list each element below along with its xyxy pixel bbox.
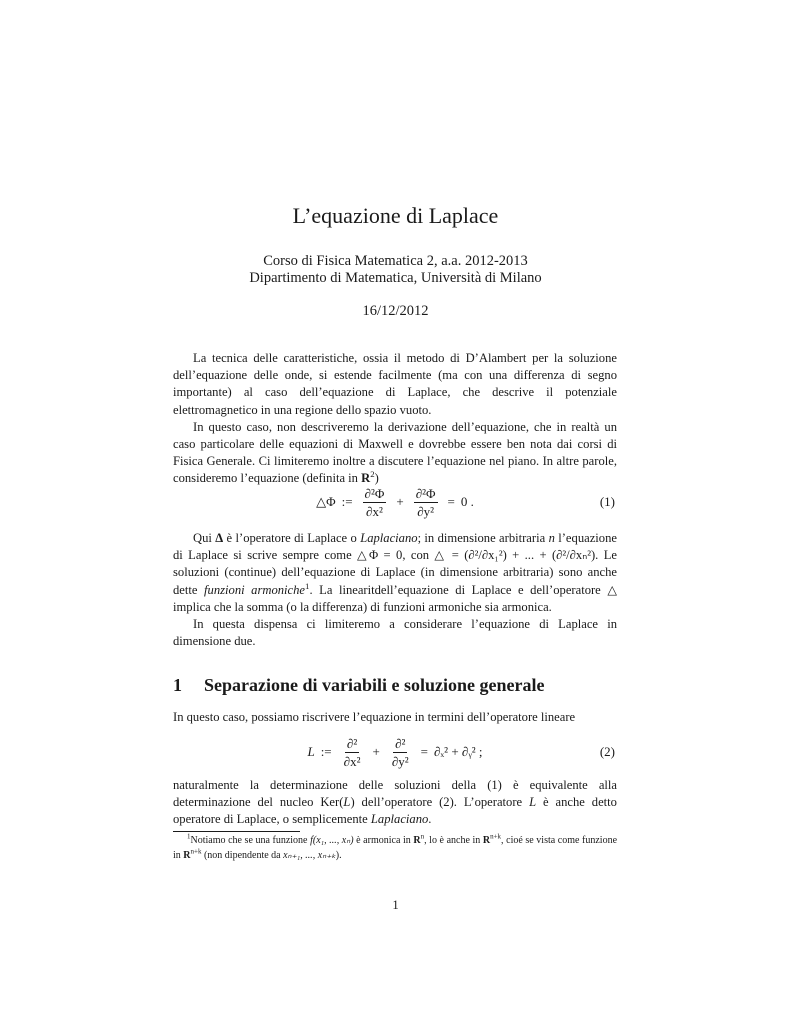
eq1-fraction-y [414, 486, 438, 519]
footnote-reals-nk: R [482, 835, 491, 846]
course-line: Corso di Fisica Matematica 2, a.a. 2012-2013 [263, 253, 528, 269]
intro-paragraph-1: La tecnica delle caratteristiche, ossia il metodo di D’Alambert per la soluzione dell’equazione delle onde, si estende facilmente (ma con una differenza di segno importante) al caso dell’equazione di Laplace, che descrive il potenziale elettromagnetico in una regione dello spazio vuoto. [173, 351, 617, 417]
eq1-frac1-numerator: ∂²Φ [364, 485, 385, 501]
footnote-text-b: è armonica in [353, 835, 414, 846]
eq2-frac1-numerator: ∂² [346, 735, 358, 751]
equation-2-body [173, 730, 617, 774]
footnote-function: f(x₁, ..., xₙ) [310, 835, 354, 846]
eq2-lhs: L [307, 744, 315, 759]
eq1-frac2-numerator: ∂²Φ [415, 485, 436, 501]
eq1-plus: + [396, 494, 404, 509]
lap-text-c: ; in dimensione arbitraria [417, 531, 549, 545]
footnote-reals-nk-exp: n+k [490, 832, 502, 841]
kernel-text-b: ) dell’operatore (2). L’operatore [350, 795, 530, 810]
footnote-variables: xₙ₊₁, ..., xₙ₊ₖ [283, 849, 336, 861]
section-1-number: 1 [173, 675, 182, 695]
intro-paragraph-2-end: ) [374, 471, 379, 486]
footnote-text-d: , cioé se vista come funzione in [173, 835, 618, 861]
laplacian-paragraph-2: In questa dispensa ci limiteremo a considerare l’equazione di Laplace in dimensione due. [173, 617, 617, 649]
laplacian-paragraph-1 [173, 530, 617, 616]
eq1-frac2-denominator: ∂y² [417, 503, 435, 519]
footnote-text-a: Notiamo che se una funzione [190, 835, 311, 846]
footnote-text-f: ). [335, 849, 342, 861]
equation-1-body [173, 480, 617, 524]
eq1-equals: = [447, 494, 455, 509]
laplacian-block [173, 530, 617, 650]
eq2-fraction-y [390, 736, 411, 769]
footnote-1 [173, 834, 617, 863]
eq2-plus: + [372, 744, 380, 759]
operator-L-1: L [343, 795, 351, 810]
reals-exponent: 2 [370, 469, 375, 480]
eq2-assign: := [320, 744, 332, 759]
reals-symbol: R [361, 471, 371, 486]
eq2-number: (2) [599, 744, 615, 759]
section-1-intro-paragraph: In questo caso, possiamo riscrivere l’equazione in termini dell’operatore lineare [173, 710, 576, 724]
footnote-reals-n: R [413, 835, 421, 846]
eq1-assign: := [341, 494, 353, 509]
eq2-frac1-denominator: ∂x² [343, 753, 361, 769]
intro-paragraph-2-text: In questo caso, non descriveremo la derivazione dell’equazione, che in realtà un caso particolare delle equazioni di Maxwell e dovrebbe essere ben nota dai corsi di Fisica Generale. Ci limiteremo inoltre a discutere l’equazione nel piano. In altre parole, consideremo l’equazione (definita in [173, 419, 617, 486]
funzioni-armoniche-term: funzioni armoniche [204, 582, 306, 597]
kernel-text-a: naturalmente la determinazione delle soluzioni della (1) è equivalente alla determinazione del nucleo Ker( [173, 778, 617, 810]
section-1-heading [173, 675, 544, 696]
eq2-equals: = [420, 744, 428, 759]
kernel-text-c: è anche detto operatore di Laplace, o semplicemente [173, 795, 617, 827]
footnote-reals-n-exp: n [420, 832, 425, 841]
department-line: Dipartimento di Matematica, Università di Milano [249, 270, 542, 286]
eq1-number: (1) [599, 494, 615, 509]
eq1-lhs: △Φ [316, 494, 336, 509]
footnote-mark: 1 [187, 832, 191, 841]
dimension-n: n [548, 531, 555, 545]
lap-text-b: è l’operatore di Laplace o [223, 531, 361, 545]
lap-text-a: Qui [193, 531, 216, 545]
footnote-text-c: , lo è anche in [424, 835, 483, 846]
footnote-reals-nk-2: R [183, 849, 191, 861]
lap-text-e: . La linearitdell’equazione di Laplace e dell’operatore △ implica che la somma (o la differenza) di funzioni armoniche sia armonica. [173, 582, 617, 614]
laplaciano-term-2: Laplaciano [370, 812, 429, 827]
eq2-rhs: ∂ₓ² + ∂ᵧ² ; [433, 744, 483, 759]
page-number: 1 [392, 898, 399, 912]
eq2-frac2-numerator: ∂² [395, 735, 406, 751]
section-1-intro [173, 709, 617, 726]
eq2-frac2-denominator: ∂y² [391, 753, 409, 769]
intro-paragraph-2 [173, 419, 617, 488]
document-title: L’equazione di Laplace [292, 203, 499, 228]
kernel-paragraph [173, 777, 617, 829]
delta-symbol: Δ [215, 531, 224, 545]
eq2-fraction-x [342, 736, 363, 769]
kernel-text-d: . [428, 812, 432, 827]
eq1-fraction-x [363, 486, 387, 519]
footnote-ref-1[interactable]: 1 [305, 580, 310, 591]
laplaciano-term: Laplaciano [360, 531, 418, 545]
equation-1 [173, 480, 617, 524]
eq1-frac1-denominator: ∂x² [366, 503, 383, 519]
footnote-text-e: (non dipendente da [201, 849, 284, 861]
footnote-rule [173, 831, 300, 832]
operator-L-2: L [529, 795, 537, 810]
footnote-reals-nk-2-exp: n+k [190, 847, 202, 856]
section-1-title: Separazione di variabili e soluzione generale [204, 675, 545, 695]
eq1-rhs: 0 . [460, 494, 474, 509]
document-date: 16/12/2012 [362, 303, 429, 319]
equation-2 [173, 730, 617, 774]
intro-block [173, 350, 617, 488]
kernel-block [173, 777, 617, 829]
lap-text-d: l’equazione di Laplace si scrive sempre come △Φ = 0, con △ = (∂²/∂x₁²) + ... + (∂²/∂xₙ²). Le soluzioni (continue) dell’equazione di Laplace (in dimensione arbitraria) sono anche dette [173, 531, 617, 597]
